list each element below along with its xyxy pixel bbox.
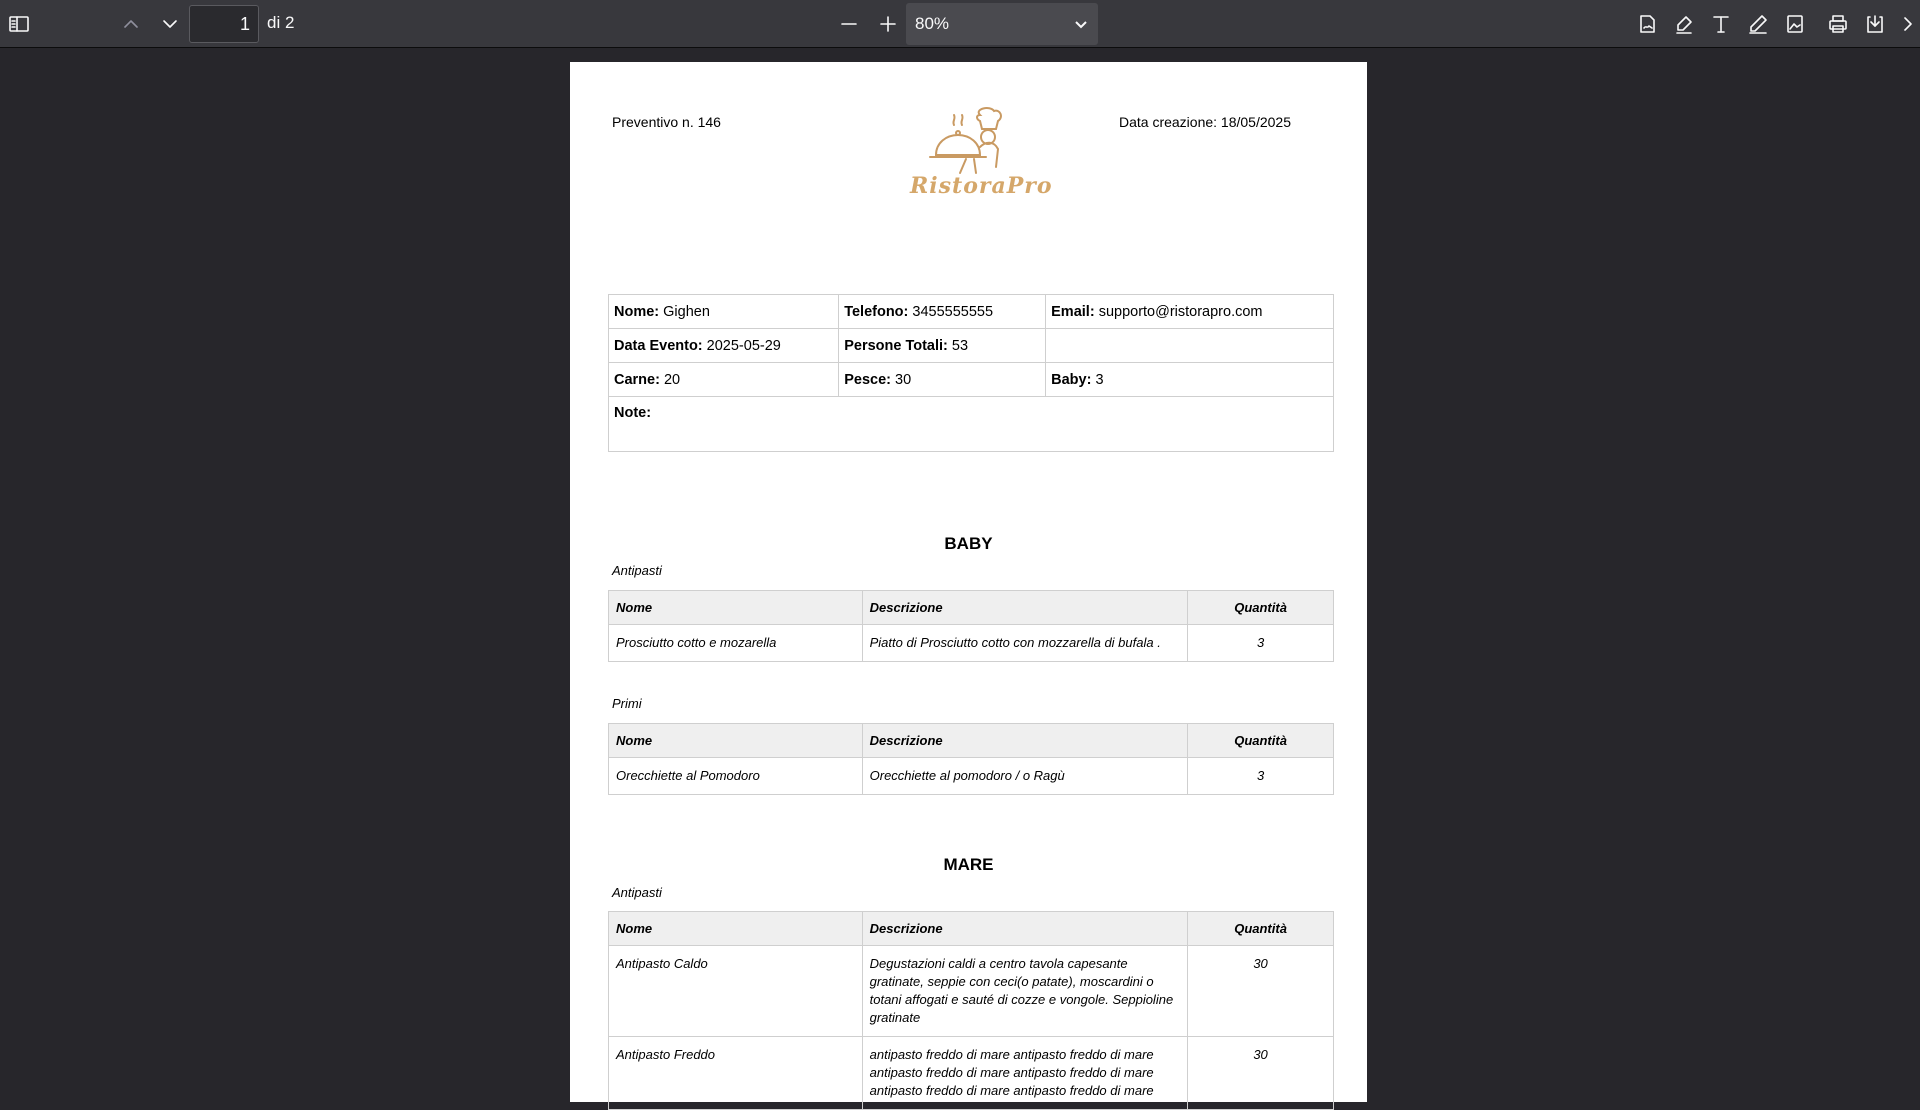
zoom-in-button[interactable] [871,7,905,41]
menu-table [608,590,1334,662]
next-page-button[interactable] [153,7,187,41]
text-button[interactable] [1704,7,1738,41]
highlight-button[interactable] [1667,7,1701,41]
dish-description: Orecchiette al pomodoro / o Ragù [862,758,1188,795]
previous-page-button[interactable] [114,7,148,41]
info-baby: Baby: 3 [1046,363,1334,397]
info-empty-cell [1046,329,1334,363]
chef-icon [910,107,1030,177]
customer-info-table [608,294,1334,452]
dish-description: Piatto di Prosciutto cotto con mozzarella di bufala . [862,625,1188,662]
column-header-quantita: Quantità [1188,591,1334,625]
sign-button[interactable] [1630,7,1664,41]
minus-icon [838,13,860,35]
dish-quantity: 30 [1188,946,1334,1037]
info-telefono: Telefono: 3455555555 [839,295,1046,329]
image-icon [1784,13,1806,35]
page-number-input[interactable] [189,5,259,43]
column-header-descrizione: Descrizione [862,724,1188,758]
pdf-toolbar [0,0,1920,48]
chevron-right-icon [1897,13,1919,35]
menu-table [608,911,1334,1110]
pencil-icon [1747,13,1769,35]
dish-name: Antipasto Caldo [609,946,863,1037]
chevron-down-icon [159,13,181,35]
table-row [609,758,1334,795]
pdf-page [570,62,1367,1102]
category-label: Antipasti [612,563,662,578]
column-header-nome: Nome [609,912,863,946]
info-carne: Carne: 20 [609,363,839,397]
sidebar-toggle-button[interactable] [2,7,36,41]
dish-name: Prosciutto cotto e mozarella [609,625,863,662]
zoom-out-button[interactable] [832,7,866,41]
section-title-baby: BABY [944,534,993,553]
save-button[interactable] [1858,7,1892,41]
info-pesce: Pesce: 30 [839,363,1046,397]
ristorapro-logo [910,107,1053,207]
print-button[interactable] [1821,7,1855,41]
more-tools-button[interactable] [1895,7,1920,41]
dish-name: Antipasto Freddo [609,1037,863,1110]
menu-table [608,723,1334,795]
column-header-descrizione: Descrizione [862,591,1188,625]
table-row [609,1037,1334,1110]
printer-icon [1827,13,1849,35]
info-nome: Nome: Gighen [609,295,839,329]
text-icon [1710,13,1732,35]
column-header-quantita: Quantità [1188,724,1334,758]
dish-description: antipasto freddo di mare antipasto freddo di mare antipasto freddo di mare antipasto freddo di mare antipasto freddo di mare antipasto freddo di mare [862,1037,1188,1110]
zoom-select[interactable] [906,3,1098,45]
info-data-evento: Data Evento: 2025-05-29 [609,329,839,363]
creation-date: Data creazione: 18/05/2025 [1118,114,1291,130]
chevron-up-icon [120,13,142,35]
category-label: Antipasti [612,885,662,900]
chevron-down-icon [1072,15,1090,38]
info-note: Note: [609,397,1334,452]
draw-button[interactable] [1741,7,1775,41]
column-header-nome: Nome [609,591,863,625]
dish-description: Degustazioni caldi a centro tavola capesante gratinate, seppie con ceci(o patate), moscardini o totani affogati e sauté di cozze e vongole. Seppioline gratinate [862,946,1188,1037]
column-header-nome: Nome [609,724,863,758]
add-image-button[interactable] [1778,7,1812,41]
dish-name: Orecchiette al Pomodoro [609,758,863,795]
table-row [609,625,1334,662]
column-header-quantita: Quantità [1188,912,1334,946]
info-email: Email: supporto@ristorapro.com [1046,295,1334,329]
plus-icon [877,13,899,35]
sidebar-icon [8,13,30,35]
dish-quantity: 3 [1188,625,1334,662]
category-label: Primi [612,696,642,711]
zoom-value: 80% [915,14,950,33]
info-persone-totali: Persone Totali: 53 [839,329,1046,363]
download-icon [1864,13,1886,35]
logo-text: RistoraPro [910,173,1053,199]
column-header-descrizione: Descrizione [862,912,1188,946]
highlighter-icon [1673,13,1695,35]
quote-number: Preventivo n. 146 [612,114,721,130]
section-title-mare: MARE [943,855,994,874]
dish-quantity: 3 [1188,758,1334,795]
signature-icon [1636,13,1658,35]
dish-quantity: 30 [1188,1037,1334,1110]
table-row [609,946,1334,1037]
page-count: di 2 [267,13,295,32]
